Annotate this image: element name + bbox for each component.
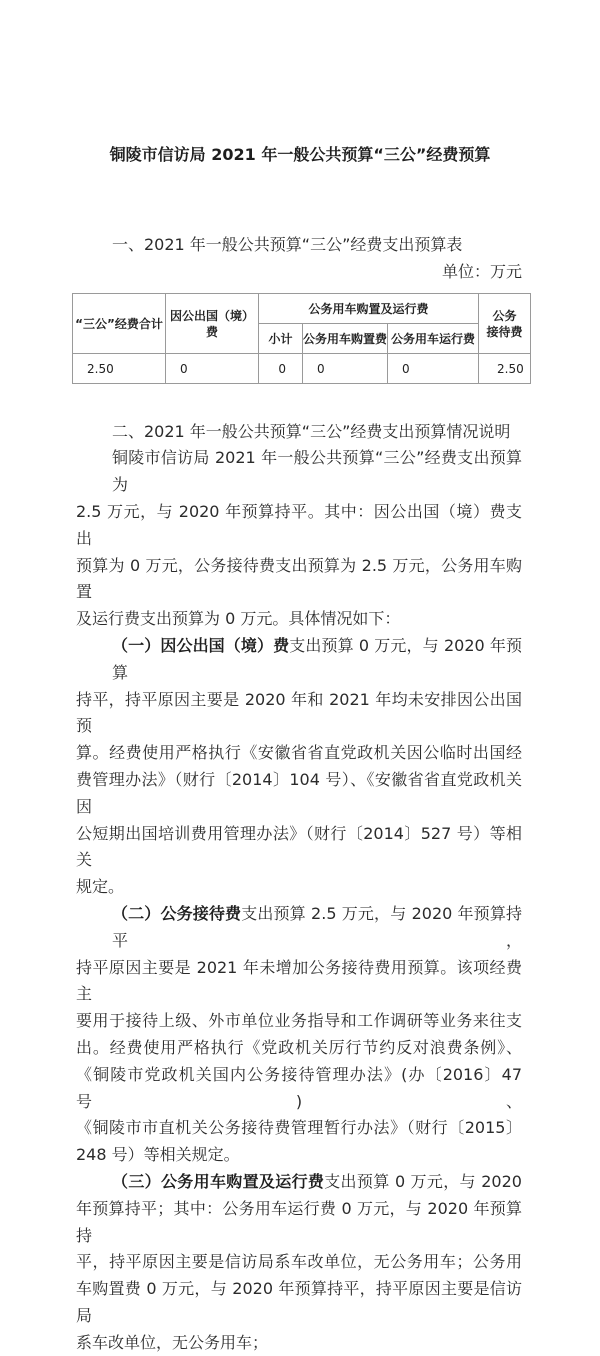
paragraph-line: 预算为 0 万元，公务接待费支出预算为 2.5 万元，公务用车购置 — [76, 555, 522, 602]
paragraph-line: 要用于接待上级、外市单位业务指导和工作调研等业务来往支 — [76, 1011, 522, 1031]
cell-vehicle-purchase: 0 — [303, 354, 388, 384]
header-vehicle-group: 公务用车购置及运行费 — [259, 294, 479, 324]
paragraph-line-text: 支出预算 0 万元，与 2020 年预算 — [112, 635, 522, 682]
cell-vehicle-operation: 0 — [388, 354, 479, 384]
reception-expense-paragraph — [76, 901, 522, 1169]
vehicle-expense-heading: （三）公务用车购置及运行费 — [112, 1171, 325, 1191]
paragraph-line: 出。经费使用严格执行《党政机关厉行节约反对浪费条例》、 — [76, 1037, 522, 1057]
paragraph-line: 规定。 — [76, 877, 125, 897]
paragraph-line: 《铜陵市党政机关国内公务接待管理办法》(办〔2016〕47 号)、 — [76, 1064, 522, 1111]
paragraph-line: 2.5 万元，与 2020 年预算持平。其中：因公出国（境）费支出 — [76, 501, 522, 548]
budget-table-section — [76, 231, 522, 285]
table-header-row — [73, 294, 531, 324]
budget-table — [72, 293, 531, 384]
paragraph-line-text: 支出预算 0 万元，与 2020 — [324, 1171, 522, 1191]
cell-vehicle-subtotal: 0 — [259, 354, 303, 384]
paragraph-line: 年预算持平；其中：公务用车运行费 0 万元，与 2020 年预算持 — [76, 1198, 522, 1245]
paragraph-line: 持平原因主要是 2021 年未增加公务接待费用预算。该项经费主 — [76, 957, 522, 1004]
summary-paragraph — [76, 445, 522, 633]
budget-explanation-section — [76, 419, 522, 1356]
vehicle-expense-paragraph — [76, 1169, 522, 1356]
paragraph-line — [76, 901, 522, 955]
paragraph-line — [76, 633, 522, 687]
reception-expense-heading: （二）公务接待费 — [112, 903, 242, 923]
paragraph-line: 系车改单位，无公务用车； — [76, 1332, 269, 1352]
cell-reception: 2.50 — [479, 354, 531, 384]
section-one-heading: 一、2021 年一般公共预算“三公”经费支出预算表 — [112, 235, 463, 254]
unit-label: 单位：万元 — [441, 262, 522, 281]
paragraph-line: 费管理办法》（财行〔2014〕104 号）、《安徽省省直党政机关因 — [76, 769, 522, 816]
paragraph-line: 及运行费支出预算为 0 万元。具体情况如下： — [76, 609, 401, 629]
cell-total: 2.50 — [73, 354, 166, 384]
header-vehicle-operation: 公务用车运行费 — [388, 324, 479, 354]
paragraph-line: 《铜陵市市直机关公务接待费管理暂行办法》（财行〔2015〕 — [76, 1118, 522, 1138]
paragraph-line: 公短期出国培训费用管理办法》（财行〔2014〕527 号）等相关 — [76, 823, 522, 870]
paragraph-line: 平，持平原因主要是信访局系车改单位，无公务用车；公务用 — [76, 1252, 522, 1272]
document-title: 铜陵市信访局 2021 年一般公共预算“三公”经费预算 — [109, 145, 491, 164]
cell-overseas: 0 — [166, 354, 259, 384]
header-reception: 公务 接待费 — [479, 294, 531, 354]
paragraph-line — [76, 1169, 522, 1196]
paragraph-line-text: 支出预算 2.5 万元，与 2020 年预算持平， — [112, 903, 522, 950]
paragraph-line: 248 号）等相关规定。 — [76, 1145, 240, 1165]
header-total: “三公”经费合计 — [73, 294, 166, 354]
paragraph-line: 铜陵市信访局 2021 年一般公共预算“三公”经费支出预算为 — [112, 448, 522, 495]
header-vehicle-purchase: 公务用车购置费 — [303, 324, 388, 354]
paragraph-line: 持平，持平原因主要是 2020 年和 2021 年均未安排因公出国预 — [76, 689, 522, 736]
paragraph-line: 算。经费使用严格执行《安徽省省直党政机关因公临时出国经 — [76, 743, 522, 763]
section-two-heading: 二、2021 年一般公共预算“三公”经费支出预算情况说明 — [112, 421, 511, 441]
header-vehicle-subtotal: 小计 — [259, 324, 303, 354]
table-row — [73, 354, 531, 384]
paragraph-line: 车购置费 0 万元，与 2020 年预算持平，持平原因主要是信访局 — [76, 1279, 522, 1325]
overseas-expense-paragraph — [76, 633, 522, 901]
overseas-expense-heading: （一）因公出国（境）费 — [112, 635, 290, 655]
header-overseas: 因公出国（境）费 — [166, 294, 259, 354]
